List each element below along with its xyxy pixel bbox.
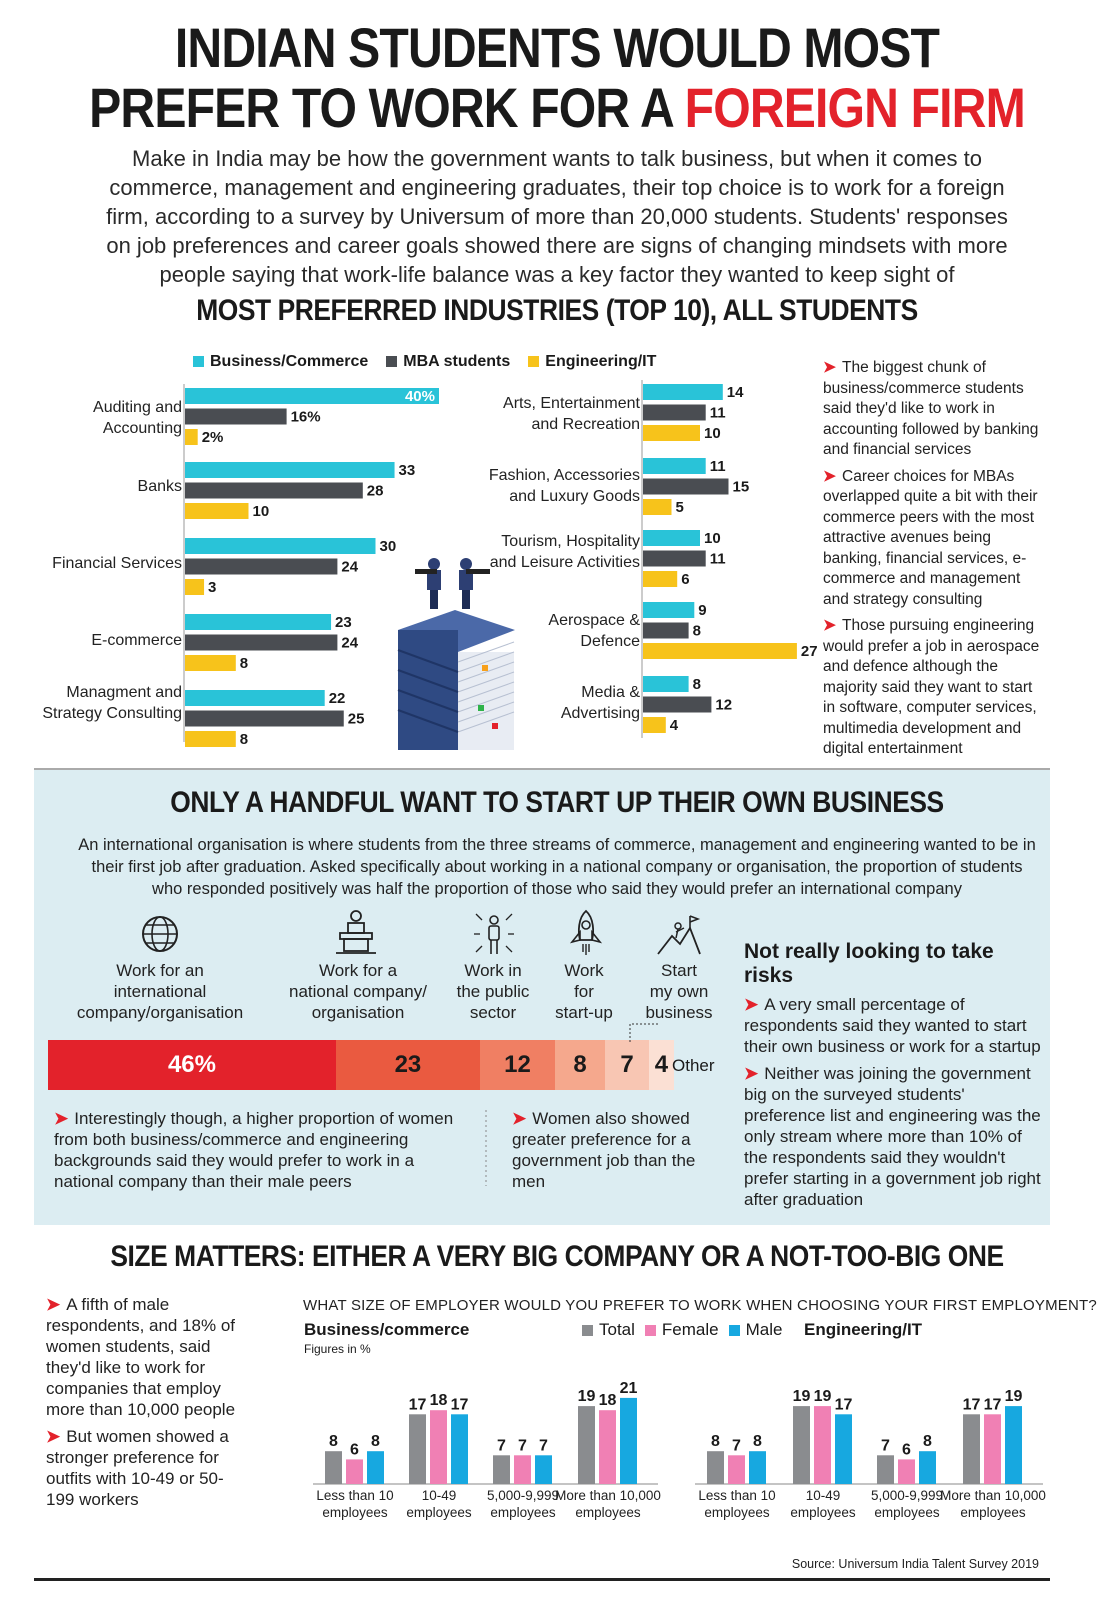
bar-value-label: 10 xyxy=(704,530,721,547)
bar-value-label: 40% xyxy=(404,388,435,405)
industry-bar xyxy=(643,571,677,587)
legend-swatch xyxy=(528,356,539,367)
industry-bar xyxy=(185,655,236,671)
category-tick-label: employees xyxy=(322,1505,388,1520)
size-bar xyxy=(898,1459,915,1484)
bar-value-label: 12 xyxy=(715,696,733,714)
category-label: Aerospace & Defence xyxy=(548,612,640,650)
note-paragraph xyxy=(823,467,1043,611)
note-text: Women also showed greater preference for a government job than the men xyxy=(512,1109,696,1191)
risks-box xyxy=(744,940,1044,1216)
bottom-rule xyxy=(34,1578,1050,1581)
bar-value-label: 7 xyxy=(881,1437,890,1455)
industry-bar xyxy=(643,499,672,515)
size-legend xyxy=(582,1320,782,1340)
bar-value-label: 2% xyxy=(201,429,224,446)
risks-title: Not really looking to take risks xyxy=(744,940,994,987)
industry-bar xyxy=(185,429,198,445)
industry-bar xyxy=(185,559,337,575)
size-bar xyxy=(367,1451,384,1484)
arrow-icon: ➤ xyxy=(823,359,836,376)
bar-value-label: 25 xyxy=(347,710,365,728)
industries-bar-chart xyxy=(0,380,820,760)
bar-value-label: 17 xyxy=(834,1396,853,1414)
option-own-business xyxy=(636,960,722,1023)
industry-bar xyxy=(643,697,711,713)
bar-value-label: 4 xyxy=(669,717,679,734)
bar-value-label: 8 xyxy=(692,622,701,640)
bar-value-label: 17 xyxy=(983,1396,1002,1414)
arrow-icon: ➤ xyxy=(823,467,836,485)
option-line: for xyxy=(574,982,594,1001)
bar-value-label: 17 xyxy=(408,1396,427,1414)
category-label: Managment and Strategy Consulting xyxy=(42,684,182,722)
bar-value-label: 6 xyxy=(681,571,690,588)
bar-value-label: 10 xyxy=(252,503,270,520)
industry-bar xyxy=(185,409,287,425)
intro-line: who responded positively was half the proportion of those who said they would prefer an international company xyxy=(152,880,962,898)
note-paragraph xyxy=(823,358,1043,461)
note-paragraph xyxy=(823,616,1043,760)
bar-value-label: 8 xyxy=(923,1433,932,1451)
legend-label: Engineering/IT xyxy=(545,353,657,370)
headline-prefix: PREFER TO WORK FOR A xyxy=(89,76,685,139)
arrow-icon: ➤ xyxy=(823,617,836,634)
legend-swatch xyxy=(193,356,204,367)
industry-bar xyxy=(185,731,236,747)
note-text: The biggest chunk of business/commerce students said they'd like to work in accounting followed by banking and financial services xyxy=(823,359,1039,458)
industries-title: MOST PREFERRED INDUSTRIES (TOP 10), ALL STUDENTS xyxy=(196,294,918,327)
size-question: WHAT SIZE OF EMPLOYER WOULD YOU PREFER TO WORK WHEN CHOOSING YOUR FIRST EMPLOYMENT? xyxy=(303,1297,1097,1314)
note-text: But women showed a stronger preference for outfits with 10-49 or 50-199 workers xyxy=(46,1427,229,1509)
size-bar xyxy=(325,1451,342,1484)
bar-value-label: 14 xyxy=(726,384,744,401)
legend-swatch xyxy=(582,1325,593,1336)
note-paragraph xyxy=(46,1426,246,1510)
legend-swatch xyxy=(729,1325,740,1336)
intro-line: Make in India may be how the government wants to talk business, but when it comes to xyxy=(132,146,982,171)
person-network-icon xyxy=(472,910,516,958)
legend-swatch xyxy=(386,356,397,367)
bar-value-label: 11 xyxy=(709,404,726,422)
option-line: my own xyxy=(649,982,709,1001)
option-international xyxy=(70,960,250,1023)
industries-notes xyxy=(823,358,1043,766)
size-bar xyxy=(409,1414,426,1484)
arrow-icon: ➤ xyxy=(46,1295,61,1314)
bar-value-label: 15 xyxy=(732,478,750,496)
bar-value-label: 11 xyxy=(709,458,726,475)
size-bar xyxy=(835,1414,852,1484)
bar-value-label: 8 xyxy=(239,655,249,672)
industry-bar xyxy=(185,538,376,554)
bar-value-label: 18 xyxy=(429,1392,448,1410)
industry-bar xyxy=(185,462,395,478)
category-label: Arts, Entertainment and Recreation xyxy=(503,395,640,433)
size-bar xyxy=(578,1406,595,1484)
note-text: Neither was joining the government big on the surveyed students' preference list and engineering was the only stream where more than 10% of the respondents said they wouldn't prefer starting in a government job right after graduation xyxy=(744,1064,1041,1209)
bar-value-label: 18 xyxy=(598,1392,617,1410)
category-tick-label: employees xyxy=(960,1505,1026,1520)
industry-bar xyxy=(643,551,706,567)
bar-value-label: 7 xyxy=(518,1437,527,1455)
industry-bar xyxy=(643,643,797,659)
bar-value-label: 19 xyxy=(792,1388,811,1406)
note-paragraph xyxy=(46,1294,246,1420)
note-paragraph xyxy=(744,1063,1044,1210)
startup-title: ONLY A HANDFUL WANT TO START UP THEIR OWN BUSINESS xyxy=(170,786,944,819)
industry-bar xyxy=(185,614,331,630)
bar-value-label: 7 xyxy=(497,1437,506,1455)
stack-segment: 8 xyxy=(555,1040,605,1090)
stack-segment: 23 xyxy=(336,1040,480,1090)
legend-label: Female xyxy=(661,1320,719,1339)
size-bar xyxy=(919,1451,936,1484)
size-bar xyxy=(728,1455,745,1484)
industry-bar xyxy=(643,384,723,400)
bar-value-label: 8 xyxy=(753,1433,762,1451)
industry-bar xyxy=(185,635,337,651)
intro-line: firm, according to a survey by Universum of more than 20,000 students. Students' responses xyxy=(106,204,1008,229)
intro-line: people saying that work-life balance was a key factor they wanted to keep sight of xyxy=(159,262,955,287)
bar-value-label: 30 xyxy=(379,538,397,555)
bar-value-label: 9 xyxy=(698,602,707,619)
size-bar xyxy=(451,1414,468,1484)
option-line: Work for an xyxy=(116,961,204,980)
intro-line: commerce, management and engineering graduates, their top choice is to work for a foreign xyxy=(109,175,1005,200)
legend-label: Male xyxy=(745,1320,783,1339)
option-line: international xyxy=(113,982,207,1001)
office-desk-icon xyxy=(334,908,378,956)
stack-segment: 4 xyxy=(649,1040,674,1090)
climber-flag-icon xyxy=(656,914,702,956)
bar-value-label: 6 xyxy=(902,1441,911,1459)
industry-bar xyxy=(185,388,439,404)
bar-value-label: 24 xyxy=(341,634,359,652)
option-line: sector xyxy=(469,1003,517,1022)
size-title: SIZE MATTERS: EITHER A VERY BIG COMPANY OR A NOT-TOO-BIG ONE xyxy=(110,1240,1004,1273)
bar-value-label: 27 xyxy=(800,643,818,660)
arrow-icon: ➤ xyxy=(744,995,759,1014)
stack-segment: 12 xyxy=(480,1040,555,1090)
bar-value-label: 6 xyxy=(350,1441,359,1459)
size-bar xyxy=(1005,1406,1022,1484)
headline-line-2 xyxy=(78,78,1036,138)
note-paragraph xyxy=(744,994,1044,1057)
connector-lines xyxy=(626,1022,686,1044)
size-notes xyxy=(46,1294,246,1516)
size-bar xyxy=(793,1406,810,1484)
option-line: national company/ xyxy=(289,982,427,1001)
bar-value-label: 8 xyxy=(371,1433,380,1451)
category-tick-label: Less than 10 xyxy=(698,1488,776,1503)
industry-bar xyxy=(643,530,700,546)
industry-bar xyxy=(185,579,204,595)
note-text: A fifth of male respondents, and 18% of women students, said they'd like to work for companies that employ more than 10,000 people xyxy=(46,1295,236,1419)
bar-value-label: 5 xyxy=(675,499,684,516)
option-line: organisation xyxy=(311,1003,405,1022)
category-tick-label: employees xyxy=(406,1505,472,1520)
industry-bar xyxy=(643,676,689,692)
headline-line-1: INDIAN STUDENTS WOULD MOST xyxy=(174,16,940,79)
bar-value-label: 7 xyxy=(732,1437,741,1455)
legend-label: Total xyxy=(599,1320,635,1339)
intro-paragraph xyxy=(40,144,1074,289)
option-line: Work for a xyxy=(318,961,398,980)
option-line: Work in xyxy=(464,961,522,980)
category-tick-label: More than 10,000 xyxy=(940,1488,1046,1503)
industry-bar xyxy=(185,690,325,706)
note-text: Those pursuing engineering would prefer a job in aerospace and defence although the majority said they want to start in software, computer services, multimedia development and digital entertainment xyxy=(823,617,1040,757)
note-text: A very small percentage of respondents said they wanted to start their own business or work for a startup xyxy=(744,995,1041,1056)
category-tick-label: 5,000-9,999 xyxy=(870,1488,944,1503)
startup-note-left xyxy=(54,1108,454,1192)
industry-bar xyxy=(643,717,666,733)
industry-bar xyxy=(643,405,706,421)
size-bar xyxy=(493,1455,510,1484)
category-tick-label: employees xyxy=(874,1505,940,1520)
legend-item xyxy=(193,353,368,371)
industries-legend xyxy=(193,353,656,371)
category-tick-label: 10-49 xyxy=(805,1488,841,1503)
option-line: Start xyxy=(661,961,697,980)
books-illustration xyxy=(398,558,515,750)
bar-value-label: 11 xyxy=(709,550,726,568)
size-bar xyxy=(430,1410,447,1484)
arrow-icon: ➤ xyxy=(54,1109,69,1128)
category-label: Auditing and Accounting xyxy=(93,399,182,437)
bar-value-label: 8 xyxy=(711,1433,720,1451)
size-bar xyxy=(346,1459,363,1484)
chart-title-business: Business/commerce xyxy=(304,1320,470,1339)
legend-swatch xyxy=(645,1325,656,1336)
size-bar xyxy=(707,1451,724,1484)
bar-value-label: 17 xyxy=(450,1396,469,1414)
category-label: Banks xyxy=(137,478,182,495)
intro-line: their first job after graduation. Asked specifically about working in a national company or organisation, the proportion of students xyxy=(91,858,1023,876)
startup-intro xyxy=(40,834,1074,900)
startup-note-mid xyxy=(512,1108,702,1192)
category-tick-label: 5,000-9,999 xyxy=(486,1488,560,1503)
bar-value-label: 19 xyxy=(813,1388,832,1406)
industry-bar xyxy=(643,458,706,474)
option-startup xyxy=(544,960,624,1023)
size-bar xyxy=(749,1451,766,1484)
category-tick-label: employees xyxy=(704,1505,770,1520)
globe-icon xyxy=(140,912,180,956)
bar-value-label: 3 xyxy=(208,579,217,596)
arrow-icon: ➤ xyxy=(512,1109,527,1128)
headline-highlight: FOREIGN FIRM xyxy=(684,76,1025,139)
industry-bar xyxy=(643,602,694,618)
arrow-icon: ➤ xyxy=(744,1064,759,1083)
bar-value-label: 16% xyxy=(290,408,321,426)
industry-bar xyxy=(185,483,363,499)
industry-bar xyxy=(643,623,689,639)
category-label: Tourism, Hospitality and Leisure Activities xyxy=(489,533,640,571)
category-label: E-commerce xyxy=(91,632,182,649)
bar-value-label: 17 xyxy=(962,1396,981,1414)
bar-value-label: 23 xyxy=(335,614,352,631)
figures-note: Figures in % xyxy=(304,1342,371,1356)
note-text: Interestingly though, a higher proportion of women from both business/commerce and engineering backgrounds said they would prefer to work in a national company than their male peers xyxy=(54,1109,454,1191)
size-bar-charts xyxy=(300,1350,1060,1550)
legend-item xyxy=(386,353,510,371)
option-line: company/organisation xyxy=(76,1003,244,1022)
bar-value-label: 8 xyxy=(329,1433,338,1451)
stack-segment: 7 xyxy=(605,1040,649,1090)
rocket-icon xyxy=(566,908,606,958)
notes-divider xyxy=(484,1110,488,1186)
category-tick-label: employees xyxy=(790,1505,856,1520)
size-bar xyxy=(535,1455,552,1484)
bar-value-label: 10 xyxy=(704,425,721,442)
category-label: Fashion, Accessories and Luxury Goods xyxy=(488,467,640,505)
size-bar xyxy=(814,1406,831,1484)
bar-value-label: 24 xyxy=(341,558,359,576)
bar-value-label: 21 xyxy=(619,1379,638,1397)
option-line: business xyxy=(645,1003,713,1022)
size-bar xyxy=(514,1455,531,1484)
legend-label: MBA students xyxy=(403,353,511,370)
option-public-sector xyxy=(448,960,538,1023)
size-bar xyxy=(984,1414,1001,1484)
bar-value-label: 33 xyxy=(398,462,416,479)
size-bar xyxy=(963,1414,980,1484)
bar-value-label: 19 xyxy=(1004,1388,1023,1406)
arrow-icon: ➤ xyxy=(46,1427,61,1446)
note-text: Career choices for MBAs overlapped quite a bit with their commerce peers with the most attractive avenues being banking, financial services, e-commerce and management and strategy consulting xyxy=(823,467,1038,608)
category-tick-label: employees xyxy=(490,1505,556,1520)
option-national xyxy=(278,960,438,1023)
other-label: Other xyxy=(672,1056,715,1075)
option-line: start-up xyxy=(555,1003,613,1022)
option-line: the public xyxy=(456,982,530,1001)
legend-label: Business/Commerce xyxy=(210,353,369,370)
category-label: Media & Advertising xyxy=(560,684,640,722)
intro-line: on job preferences and career goals showed there are signs of changing mindsets with more xyxy=(106,233,1008,258)
bar-value-label: 22 xyxy=(328,690,346,707)
size-bar xyxy=(599,1410,616,1484)
size-bar xyxy=(877,1455,894,1484)
category-tick-label: employees xyxy=(575,1505,641,1520)
size-bar xyxy=(620,1398,637,1484)
bar-value-label: 7 xyxy=(539,1437,548,1455)
industry-bar xyxy=(185,503,249,519)
chart-title-engineering: Engineering/IT xyxy=(804,1320,923,1339)
option-line: Work xyxy=(564,961,604,980)
stack-segment: 46% xyxy=(48,1040,336,1090)
bar-value-label: 19 xyxy=(577,1388,596,1406)
category-label: Financial Services xyxy=(52,555,182,572)
category-tick-label: Less than 10 xyxy=(316,1488,394,1503)
risks-notes xyxy=(744,994,1044,1210)
industry-bar xyxy=(185,711,344,727)
legend-item xyxy=(528,353,656,371)
industry-bar xyxy=(643,425,700,441)
bar-value-label: 28 xyxy=(366,482,384,500)
intro-line: An international organisation is where students from the three streams of commerce, management and engineering wanted to be in xyxy=(78,836,1036,854)
category-tick-label: More than 10,000 xyxy=(555,1488,661,1503)
industry-bar xyxy=(643,479,729,495)
bar-value-label: 8 xyxy=(692,676,701,693)
category-tick-label: 10-49 xyxy=(421,1488,457,1503)
bar-value-label: 8 xyxy=(239,731,249,748)
source-note: Source: Universum India Talent Survey 2019 xyxy=(791,1557,1039,1571)
